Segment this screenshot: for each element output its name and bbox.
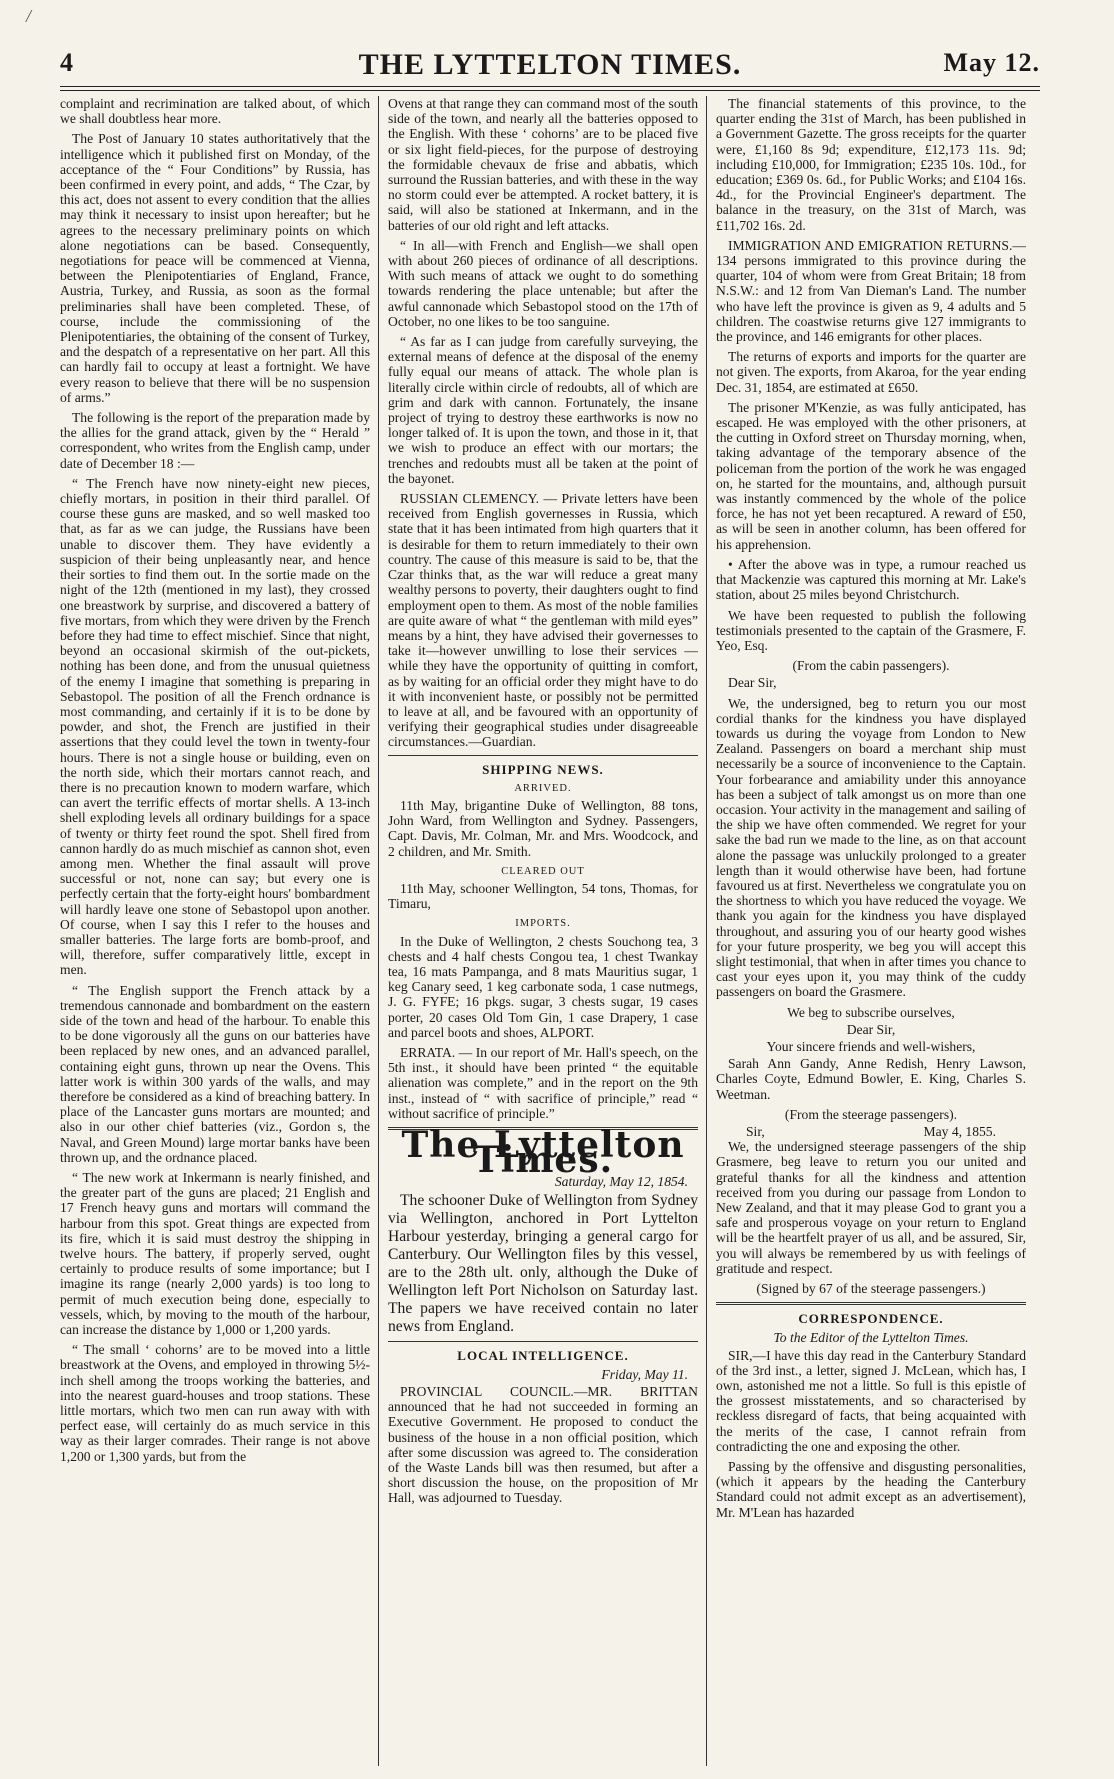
steerage-signed: (Signed by 67 of the steerage passengers.)	[756, 1281, 986, 1297]
article-paragraph: Ovens at that range they can command most of the south side of the town, and nearly all the batteries opposed to the English. With these ‘ cohorns’ are to be placed five or six light field-pieces, for the purpose of destroying the formidable chevaux de frise and abbatis, which surround the Russian batteries, and with these in the way no storm could ever be attempted. A rocket battery, it is said, will also be stationed at Inkermann, and in the batteries of our old right and left attacks.	[388, 96, 698, 233]
steerage-date: May 4, 1855.	[923, 1124, 996, 1139]
steerage-label: (From the steerage passengers).	[784, 1106, 958, 1122]
article-paragraph: IMMIGRATION AND EMIGRATION RETURNS.— 134 persons immigrated to this province during the quarter, 104 of whom were from Great Britain; 18 from N.S.W.: and 12 from Van Dieman's Land. The number who have left the province is given as 9, 4 adults and 5 children. The coastwise returns give 127 immigrants to the province, and 146 emigrants for other places.	[716, 237, 1026, 345]
correspondence-address: To the Editor of the Lyttelton Times.	[773, 1330, 969, 1346]
section-rule	[388, 1341, 698, 1342]
shipping-news-heading: SHIPPING NEWS.	[482, 761, 604, 777]
steerage-salutation: Sir,	[746, 1124, 765, 1139]
article-paragraph: “ In all—with French and English—we shall open with about 260 pieces of ordinance of all descriptions. With such means of attack we ought to do something towards rendering the place untenable; but after the awful cannonade which Sebastopol stood on the 17th of October, no one likes to be too sanguine.	[388, 237, 698, 329]
cleared-label: CLEARED OUT	[501, 865, 585, 877]
article-paragraph: • After the above was in type, a rumour reached us that Mackenzie was captured this morning at Mr. Lake's station, about 25 miles beyond Christchurch.	[716, 556, 1026, 603]
steerage-header	[716, 1124, 1026, 1139]
signatory-names: Sarah Ann Gandy, Anne Redish, Henry Lawson, Charles Coyte, Edmund Bowler, E. King, Charles S. Weetman.	[716, 1056, 1026, 1102]
article-paragraph: “ The French have now ninety-eight new pieces, chiefly mortars, in position in their third parallel. Of course these guns are masked, and so well masked too that, as far as we can judge, the Russians have been unable to discover them. They have evidently a suspicion of their being unpleasantly near, and hence their sorties to find them out. In the sortie made on the night of the 12th (mentioned in my last), they crossed one breastwork by surprise, and discovered a battery of five mortars, from which they were driven by the French before they had time to effect mischief. Since that night, beyond an occasional skirmish of the out-pickets, nothing has been done, and from the unusual quietness of the enemy I imagine that something is preparing in Sebastopol. The position of all the French ordnance is most commanding, and certainly if it is to be done by powder, and shot, the French are justified in their assertions that they could level the town in twenty-four hours. There is not a single house or building, even on the north side, which their mortars cannot reach, and there is no precaution known to modern warfare, which can avert the terrific effects of mortar shells. A 13-inch shell exploding levels all ordinary buildings for a space of twenty or thirty feet round the spot. Shell fired from cannon hardly do as much mischief as cannon shot, even among men. Whether the final assault will prove successful or not, none can say; but every one is perfectly certain that the forty-eight hours' bombardment will hardly leave one stone of Sebastopol upon another. Of course, when I say this I refer to the houses and smaller batteries. The large forts are bomb-proof, and will, therefore, suffer comparatively little, except in men.	[60, 475, 370, 978]
article-paragraph: RUSSIAN CLEMENCY. — Private letters have been received from English governesses in Russia, which state that it has been intimated from high quarters that it is desirable for them to return immediately to their own country. The cause of this measure is said to be, that the Czar thinks that, as the war will reduce a great many wealthy persons to poverty, their daughters ought to find employment open to them. As most of the noble families are quite aware of what “ the gentleman with mild eyes” means by a hint, they have advised their governesses to take it—however unwilling to lose their services —while they have the opportunity of quitting in comfort, as by waiting for an official order they might have to do it with inconvenient haste, or possibly not be permitted to leave at all, and be favoured with an opportunity of verifying their geographical studies under disagreeable circumstances.—Guardian.	[388, 491, 698, 750]
subscribe-line: We beg to subscribe ourselves,	[787, 1004, 955, 1020]
article-paragraph: We have been requested to publish the following testimonials presented to the captain of the Grasmere, F. Yeo, Esq.	[716, 607, 1026, 653]
column-3	[716, 96, 1026, 1766]
salutation-2: Dear Sir,	[846, 1021, 896, 1037]
article-paragraph: “ The new work at Inkermann is nearly finished, and the greater part of the guns are placed; 21 English and 17 French heavy guns and mortars will command the harbour from this spot. Great things are expected from its fire, which it is said must destroy the shipping in twelve hours. The battery, if properly served, ought certainly to produce results of some importance; but I imagine its range (nearly 2,000 yards) is too long to permit of much execution being done, especially to vessels, which, by moving to the mouth of the harbour, can increase the distance by 1,000 or 1,200 yards.	[60, 1170, 370, 1338]
editorial-dateline: Saturday, May 12, 1854.	[554, 1174, 688, 1190]
cabin-label: (From the cabin passengers).	[792, 658, 950, 674]
shipping-cleared: 11th May, schooner Wellington, 54 tons, Thomas, for Timaru,	[388, 880, 698, 912]
article-paragraph: The prisoner M'Kenzie, as was fully anticipated, has escaped. He was employed with the other prisoners, at the cutting in Oxford street on Thursday morning, when, taking advantage of the temporary absence of the policeman from the portion of the work he was engaged on, he started for the mountains, and, although pursuit was instantly commenced by the whole of the police force, he has not yet been recaptured. A reward of £50, as will be seen in another column, has been offered for his apprehension.	[716, 399, 1026, 552]
cabin-letter: We, the undersigned, beg to return you our most cordial thanks for the kindness you have displayed towards us during the voyage from London to New Zealand. Passengers on board a merchant ship must necessarily be a source of inconvenience to the Captain. Your forbearance and amiability under this annoyance has been a subject of talk amongst us on more than one occasion. Your activity in the management and sailing of the ship we have often commended. We regret for your sake the bad run we made to the line, as on that account alone the passage was unluckily prolonged to a greater length than it would otherwise have been, had fortune favoured us at first. Nevertheless we congratulate you on the shortness to which you have reduced the voyage. We thank you again for the kindness you have displayed throughout, and assuring you of our hearty good wishes for your future prosperity, we beg you will accept this slight testimonial, that when in after times you chance to cast your eyes upon it, you may think of the cuddy passengers on board the Grasmere.	[716, 695, 1026, 1000]
masthead-rule-2	[60, 90, 1040, 91]
arrived-label: ARRIVED.	[514, 782, 572, 794]
article-paragraph: “ The small ‘ cohorns’ are to be moved into a little breastwork at the Ovens, and employed in throwing 5½-inch shell among the troops working the batteries, and into the nearest guard-houses and troop stations. These little mortars, which two men can run away with with perfect ease, will certainly do as much service in this way as their larger comrades. Their range is not above 1,200 or 1,300 yards, but from the	[60, 1342, 370, 1464]
imports-label: IMPORTS.	[515, 918, 571, 930]
editorial-banner: The Lyttelton Times.	[401, 1124, 685, 1182]
section-rule	[388, 755, 698, 756]
article-paragraph: The financial statements of this province, to the quarter ending the 31st of March, has been published in a Government Gazette. The gross receipts for the quarter were, £1,160 8s 9d; expenditure, £12,173 11s. 9d; including £10,000, for Immigration; £235 10s. 10d., for education; £369 0s. 6d., for Public Works; and £104 16s. 4d., for the Provincial Engineer's department. The balance in the treasury, on the 31st of March, was £11,702 16s. 2d.	[716, 96, 1026, 233]
masthead-rule	[60, 86, 1040, 87]
masthead	[60, 48, 1040, 82]
issue-date: May 12.	[943, 48, 1040, 77]
local-intelligence-heading: LOCAL INTELLIGENCE.	[457, 1347, 629, 1363]
newspaper-title: THE LYTTELTON TIMES.	[358, 48, 742, 81]
local-intelligence-text: PROVINCIAL COUNCIL.—MR. BRITTAN announced that he had not succeeded in forming an Executive Government. He proposed to conduct the business of the house in a non official position, which after some discussion was agreed to. The consideration of the Waste Lands bill was then resumed, but after a short discussion the house, on the proposition of Mr Hall, was adjourned to Tuesday.	[388, 1384, 698, 1506]
article-paragraph: The Post of January 10 states authoritatively that the intelligence which it published first on Monday, of the acceptance of the “ Four Conditions” by Russia, has been confirmed in every point, and adds, “ The Czar, by this act, does not assent to every condition that the allies may think it necessary to insist upon hereafter; but he agrees to the necessary preliminary points on which alone negotiations can be based. Consequently, negotiations for peace will be commenced at Vienna, between the Plenipotentiaries of England, France, Austria, Turkey, and Russia, as soon as the formal preliminaries shall have been completed. These, of course, include the commissioning of the Plenipotentiaries, the obtaining of the consent of Turkey, and the despatch of a representative on her part. All this can hardly fail to occupy at least a fortnight. We have every reason to believe that there will be no suspension of arms.”	[60, 131, 370, 405]
scan-mark: /	[26, 6, 32, 26]
errata: ERRATA. — In our report of Mr. Hall's speech, on the 5th inst., it should have been printed “ the equitable alienation was complete,” and in the report on the 9th inst., instead of “ with sacrifice of principle,” read “ without sacrifice of principle.”	[388, 1044, 698, 1121]
column-divider	[378, 96, 379, 1766]
article-paragraph: “ As far as I can judge from carefully surveying, the external means of defence at the disposal of the enemy fully equal our means of attack. The whole plan is literally circle within circle of redoubts, all of which are grim and dark with cannon. Fortunately, the insane project of trying to destroy these earthworks is now no longer talked of. It is upon the town, and those in it, that we wish to produce an effect with our mortars; the trenches and redoubts must all be taken at the point of the bayonet.	[388, 334, 698, 486]
article-paragraph: complaint and recrimination are talked about, of which we shall doubtless hear more.	[60, 96, 370, 127]
column-1	[60, 96, 370, 1766]
correspondence-heading: CORRESPONDENCE.	[798, 1311, 944, 1327]
shipping-imports: In the Duke of Wellington, 2 chests Souchong tea, 3 chests and 4 half chests Congou tea, 1 chest Twankay tea, 16 mats Pampanga, and 8 mats Mauritius sugar, 1 keg Canary seed, 1 keg carbonate soda, 1 case nutmegs, J. G. FYFE; 16 pkgs. sugar, 3 chests sugar, 19 cases porter, 20 cases Old Tom Gin, 1 case Drapery, 1 case and parcel boots and shoes, ALPORT.	[388, 933, 698, 1040]
correspondence-paragraph: Passing by the offensive and disgusting personalities, (which it appears by the heading the Canterbury Standard could not admit except as an advertisement), Mr. M'Lean has hazarded	[716, 1459, 1026, 1520]
steerage-letter: We, the undersigned steerage passengers of the ship Grasmere, beg leave to return you our united and grateful thanks for all the kindness and attention received from you during our passage from London to New Zealand, and that it may please God to grant you a safe and prosperous voyage on your return to England will be the heartfelt prayer of us all, and be assured, Sir, you will always be remembered by us with feelings of gratitude and respect.	[716, 1139, 1026, 1276]
well-wishers-line: Your sincere friends and well-wishers,	[766, 1038, 976, 1054]
article-paragraph: The following is the report of the preparation made by the allies for the grand attack, given by the “ Herald ” correspondent, who writes from the English camp, under date of December 18 :—	[60, 410, 370, 471]
editorial-lead: The schooner Duke of Wellington from Sydney via Wellington, anchored in Port Lyttelton Harbour yesterday, bringing a general cargo for Canterbury. Our Wellington files by this vessel, are to the 28th ult. only, although the Duke of Wellington left Port Nicholson on Saturday last. The papers we have received contain no later news from England.	[388, 1191, 698, 1335]
page-number: 4	[60, 48, 73, 77]
salutation: Dear Sir,	[728, 675, 777, 691]
column-2	[388, 96, 698, 1766]
article-paragraph: “ The English support the French attack by a tremendous cannonade and bombardment on the eastern side of the town and head of the harbour. To enable this to be done vigorously all the guns on our batteries have been replaced by new ones, and an advanced parallel, containing eight guns, thrown up near the Ovens. This latter work is within 300 yards of the walls, and may therefore be considered as a kind of breaching battery. In place of the Lancaster guns mortars are mounted; and also in our other chief batteries (viz., Gordon s, the Naval, and Green Mound) large mortar banks have been thrown up, and the ordnance placed.	[60, 982, 370, 1165]
shipping-arrived: 11th May, brigantine Duke of Wellington, 88 tons, John Ward, from Wellington and Sydney. Passengers, Capt. Davis, Mr. Colman, Mr. and Mrs. Woodcock, and 2 children, and Mr. Smith.	[388, 797, 698, 859]
column-divider	[706, 96, 707, 1766]
article-paragraph: The returns of exports and imports for the quarter are not given. The exports, from Akaroa, for the year ending Dec. 31, 1854, are estimated at £650.	[716, 349, 1026, 395]
section-rule	[716, 1302, 1026, 1305]
local-dateline: Friday, May 11.	[601, 1366, 688, 1382]
correspondence-paragraph: SIR,—I have this day read in the Canterbury Standard of the 3rd inst., a letter, signed J. McLean, which has, I own, astonished me not a little. So full is this epistle of the grossest misstatements, and so characterised by reckless disregard of facts, that being acquainted with the merits of the case, I cannot refrain from contradicting the one and exposing the other.	[716, 1347, 1026, 1454]
